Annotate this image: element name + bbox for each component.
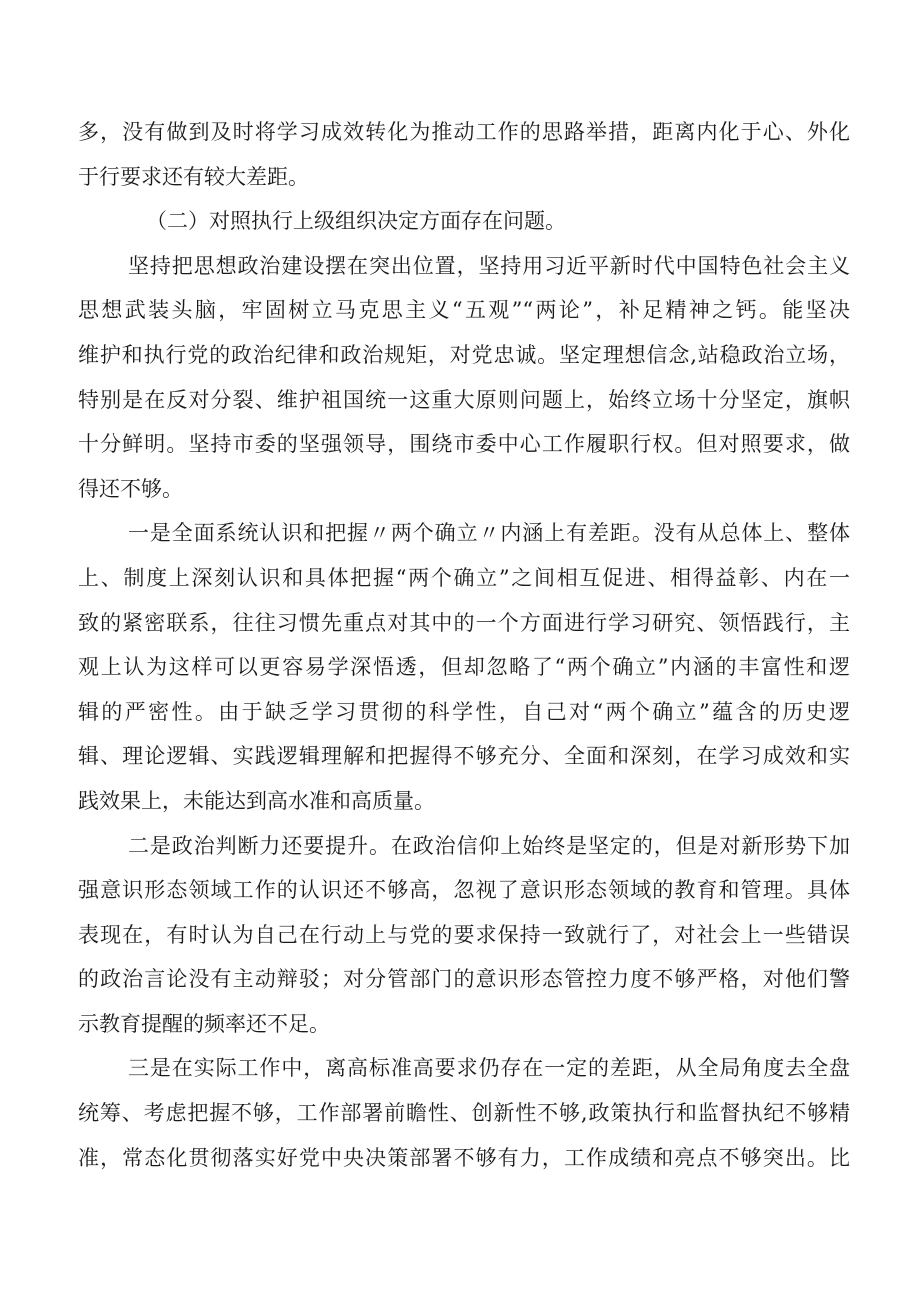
text-line: 观上认为这样可以更容易学深悟透，但却忽略了“两个确立”内涵的丰富性和逻 <box>78 655 850 680</box>
text-line: 示教育提醒的频率还不足。 <box>78 1011 330 1036</box>
text-line: 思想武装头脑，牢固树立马克思主义“五观”“两论”，补足精神之钙。能坚决 <box>78 298 850 323</box>
text-line: 强意识形态领域工作的认识还不够高，忽视了意识形态领域的教育和管理。具体 <box>78 878 850 903</box>
text-line: 于行要求还有较大差距。 <box>78 164 309 189</box>
paragraph-first-line: 二是政治判断力还要提升。在政治信仰上始终是坚定的，但是对新形势下加 <box>128 833 850 858</box>
section-heading: （二）对照执行上级组织决定方面存在问题。 <box>146 209 566 234</box>
text-line: 特别是在反对分裂、维护祖国统一这重大原则问题上，始终立场十分坚定，旗帜 <box>78 387 850 412</box>
text-line: 践效果上，未能达到高水准和高质量。 <box>78 788 435 813</box>
text-line: 准，常态化贯彻落实好党中央决策部署不够有力，工作成绩和亮点不够突出。比 <box>78 1145 850 1170</box>
text-line: 多，没有做到及时将学习成效转化为推动工作的思路举措，距离内化于心、外化 <box>78 120 850 144</box>
paragraph-first-line: 三是在实际工作中，离高标准高要求仍存在一定的差距，从全局角度去全盘 <box>128 1056 850 1081</box>
text-line: 致的紧密联系，往往习惯先重点对其中的一个方面进行学习研究、领悟践行，主 <box>78 610 850 635</box>
document-page <box>78 110 850 1180</box>
text-line: 得还不够。 <box>78 476 183 501</box>
text-line: 十分鲜明。坚持市委的坚强领导，围绕市委中心工作履职行权。但对照要求，做 <box>78 432 850 457</box>
text-line: 辑的严密性。由于缺乏学习贯彻的科学性，自己对“两个确立”蕴含的历史逻 <box>78 699 850 724</box>
text-line: 的政治言论没有主动辩驳；对分管部门的意识形态管控力度不够严格，对他们警 <box>78 967 850 992</box>
paragraph-first-line: 一是全面系统认识和把握〃两个确立〃内涵上有差距。没有从总体上、整体 <box>128 521 850 546</box>
text-line: 上、制度上深刻认识和具体把握“两个确立”之间相互促进、相得益彰、内在一 <box>78 565 850 590</box>
text-line: 统筹、考虑把握不够，工作部署前瞻性、创新性不够,政策执行和监督执纪不够精 <box>78 1101 850 1126</box>
text-line: 辑、理论逻辑、实践逻辑理解和把握得不够充分、全面和深刻，在学习成效和实 <box>78 744 850 769</box>
paragraph-first-line: 坚持把思想政治建设摆在突出位置，坚持用习近平新时代中国特色社会主义 <box>128 253 850 278</box>
text-line: 表现在，有时认为自己在行动上与党的要求保持一致就行了，对社会上一些错误 <box>78 922 850 947</box>
text-line: 维护和执行党的政治纪律和政治规矩，对党忠诚。坚定理想信念,站稳政治立场， <box>78 342 850 367</box>
